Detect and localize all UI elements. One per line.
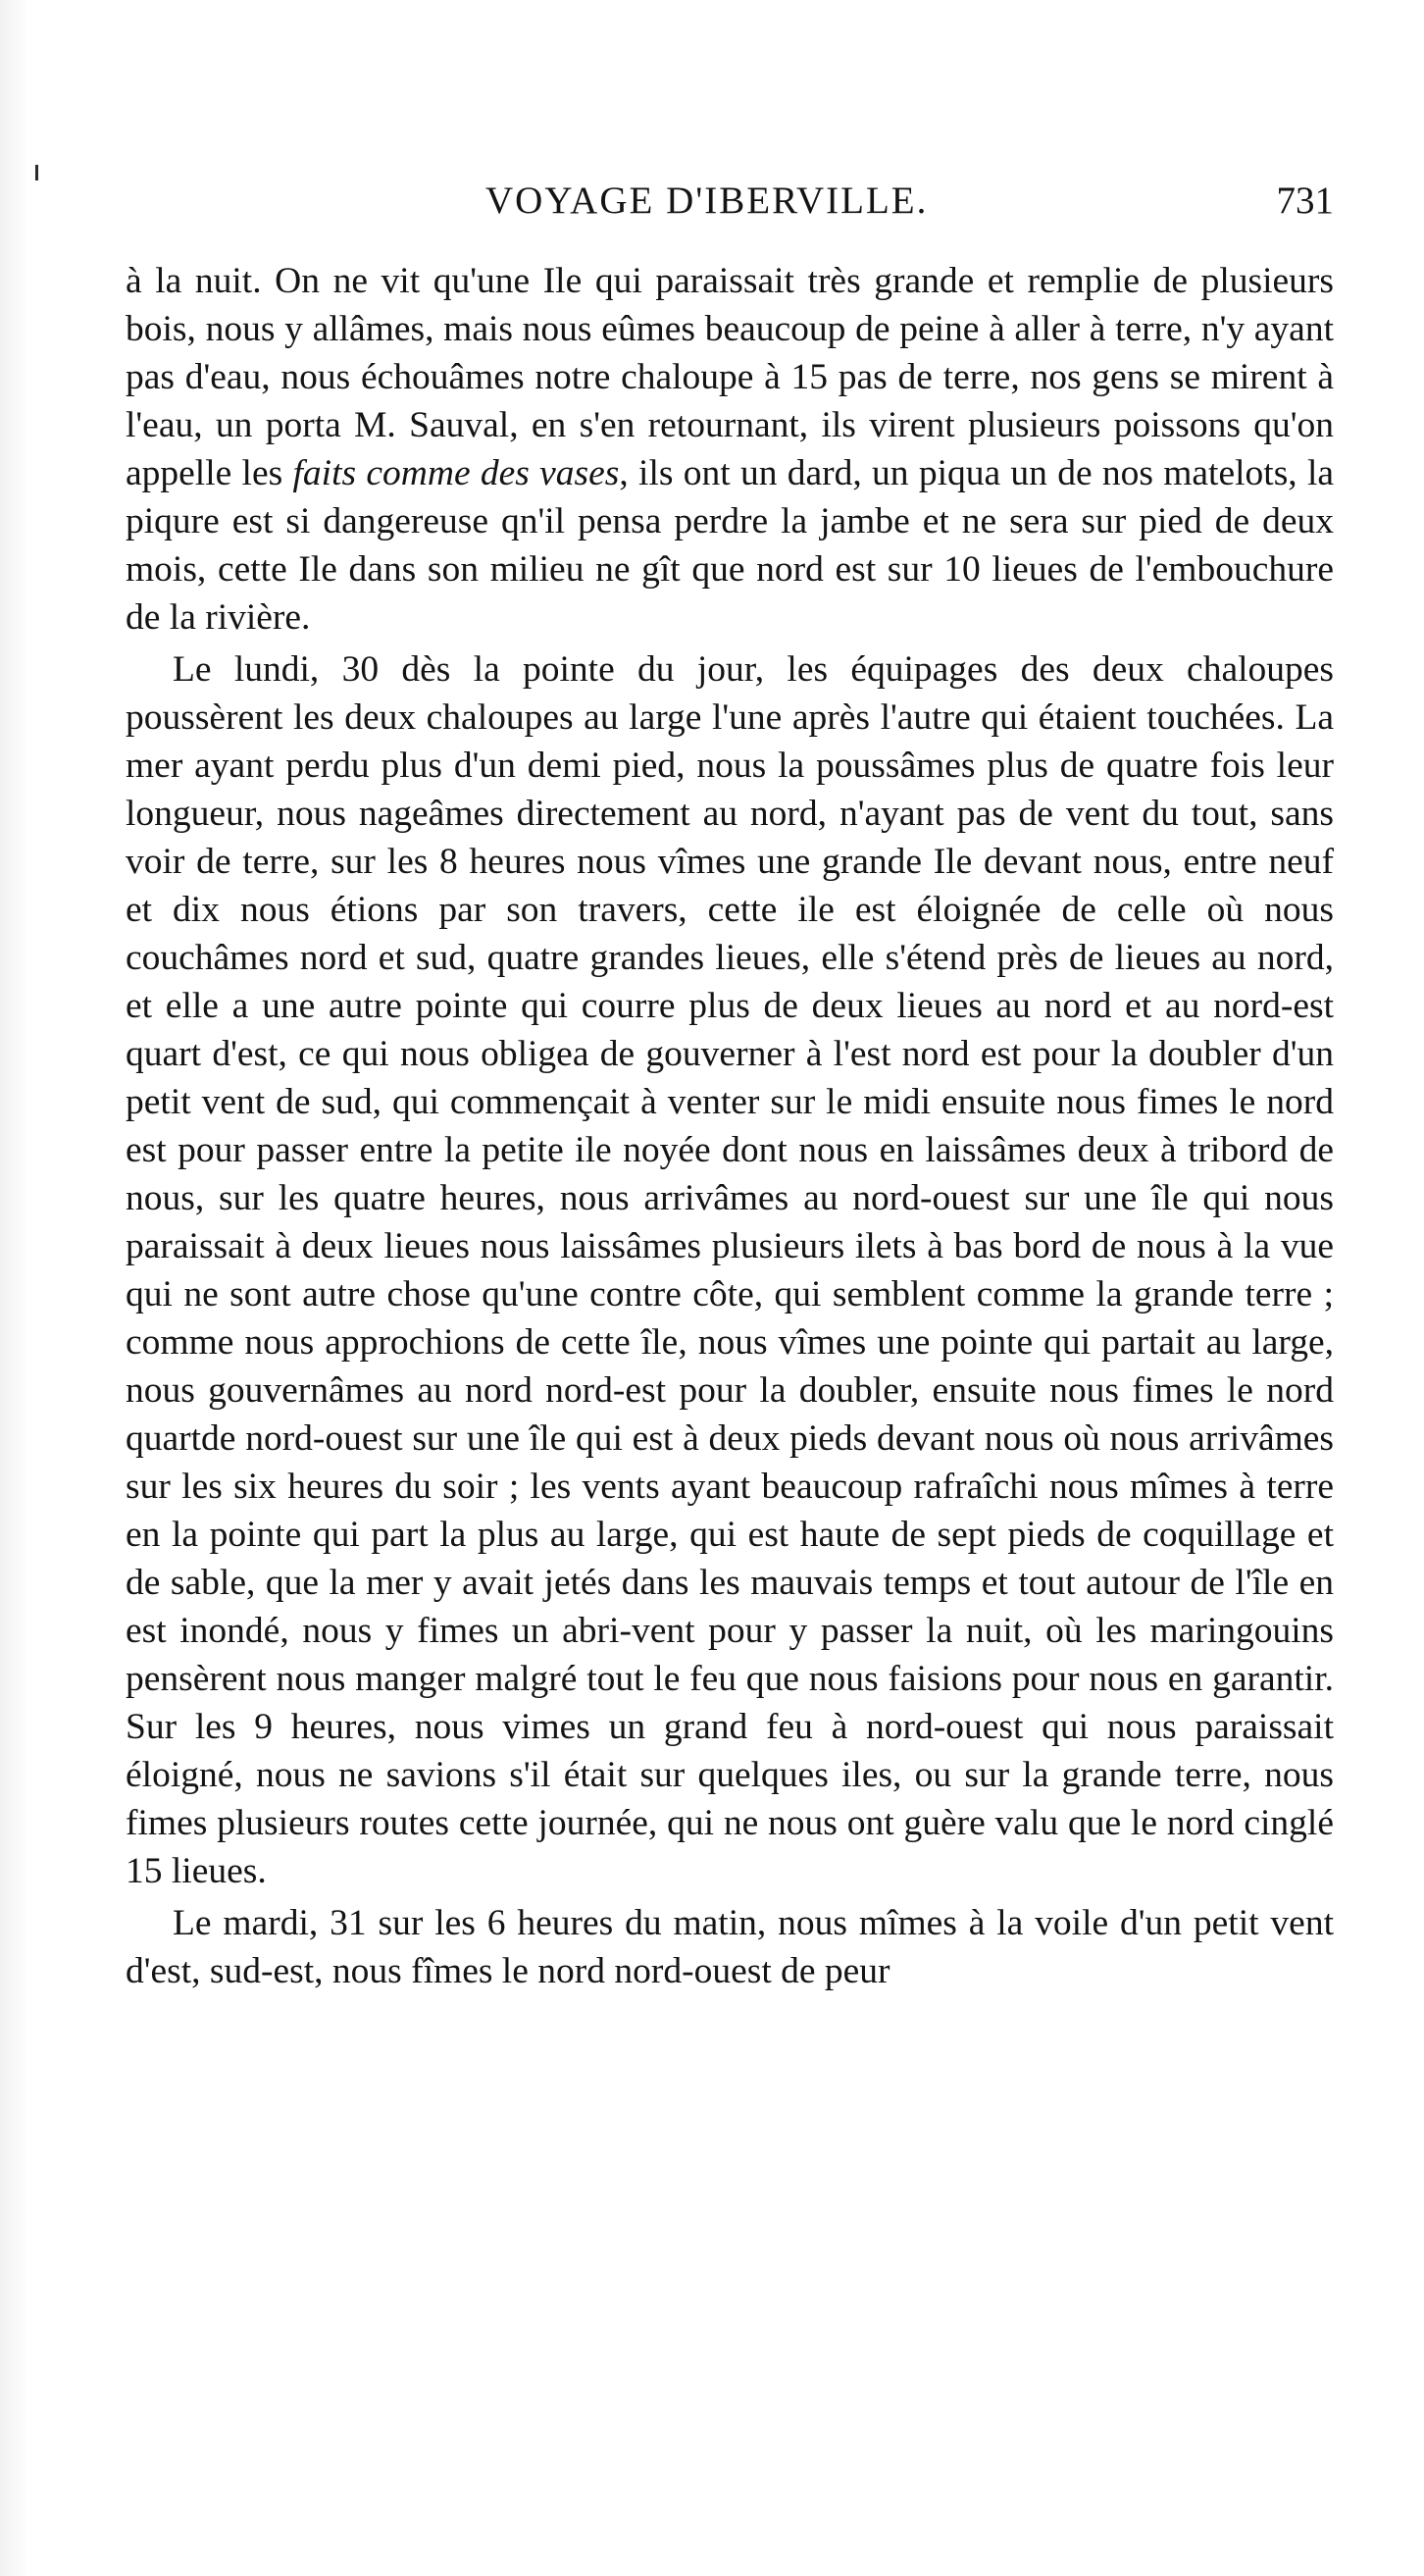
text-body <box>126 257 1334 1995</box>
page-header <box>211 179 1334 237</box>
paragraph-1-text-a: à la nuit. On ne vit qu'une Ile qui paraissait très grande et remplie de plusieurs bois, nous y allâmes, mais nous eûmes beaucoup de peine à aller à terre, n'y ayant pas d'eau, nous échouâmes notre chaloupe à 15 pas de terre, nos gens se mirent à l'eau, un porta M. Sauval, en s'en retournant, ils virent plusieurs poissons qu'on appelle les <box>126 261 1334 493</box>
paragraph-2: Le lundi, 30 dès la pointe du jour, les équipages des deux chaloupes poussèrent les deux chaloupes au large l'une après l'autre qui étaient touchées. La mer ayant perdu plus d'un demi pied, nous la poussâmes plus de quatre fois leur longueur, nous nageâmes directement au nord, n'ayant pas de vent du tout, sans voir de terre, sur les 8 heures nous vîmes une grande Ile devant nous, entre neuf et dix nous étions par son travers, cette ile est éloignée de celle où nous couchâmes nord et sud, quatre grandes lieues, elle s'étend près de lieues au nord, et elle a une autre pointe qui courre plus de deux lieues au nord et au nord-est quart d'est, ce qui nous obligea de gouverner à l'est nord est pour la doubler d'un petit vent de sud, qui commençait à venter sur le midi ensuite nous fimes le nord est pour passer entre la petite ile noyée dont nous en laissâmes deux à tribord de nous, sur les quatre heures, nous arrivâmes au nord-ouest sur une île qui nous paraissait à deux lieues nous laissâmes plusieurs ilets à bas bord de nous à la vue qui ne sont autre chose qu'une contre côte, qui semblent comme la grande terre ; comme nous approchions de cette île, nous vîmes une pointe qui partait au large, nous gouvernâmes au nord nord-est pour la doubler, ensuite nous fimes le nord quartde nord-ouest sur une île qui est à deux pieds devant nous où nous arrivâmes sur les six heures du soir ; les vents ayant beaucoup rafraîchi nous mîmes à terre en la pointe qui part la plus au large, qui est haute de sept pieds de coquillage et de sable, que la mer y avait jetés dans les mauvais temps et tout autour de l'île en est inondé, nous y fimes un abri-vent pour y passer la nuit, où les maringouins pensèrent nous manger malgré tout le feu que nous faisions pour nous en garantir. Sur les 9 heures, nous vimes un grand feu à nord-ouest qui nous paraissait éloigné, nous ne savions s'il était sur quelques iles, ou sur la grande terre, nous fimes plusieurs routes cette journée, qui ne nous ont guère valu que le nord cinglé 15 lieues. <box>126 649 1334 1891</box>
scan-edge-shadow <box>0 0 29 2576</box>
paragraph-3: Le mardi, 31 sur les 6 heures du matin, nous mîmes à la voile d'un petit vent d'est, sud-est, nous fîmes le nord nord-ouest de peur <box>126 1903 1334 1991</box>
paragraph-1-text-b: , ils ont un dard, un piqua un de nos matelots, la piqure est si dangereuse qn'il pensa perdre la jambe et ne sera sur pied de deux mois, cette Ile dans son milieu ne gît que nord est sur 10 lieues de l'embouchure de la rivière. <box>126 453 1335 638</box>
margin-mark <box>35 165 38 180</box>
paragraph-1 <box>126 257 1334 642</box>
running-title: VOYAGE D'IBERVILLE. <box>485 180 929 222</box>
page-number: 731 <box>1276 180 1334 222</box>
paragraph-1-italic: faits comme des vases <box>292 453 620 493</box>
